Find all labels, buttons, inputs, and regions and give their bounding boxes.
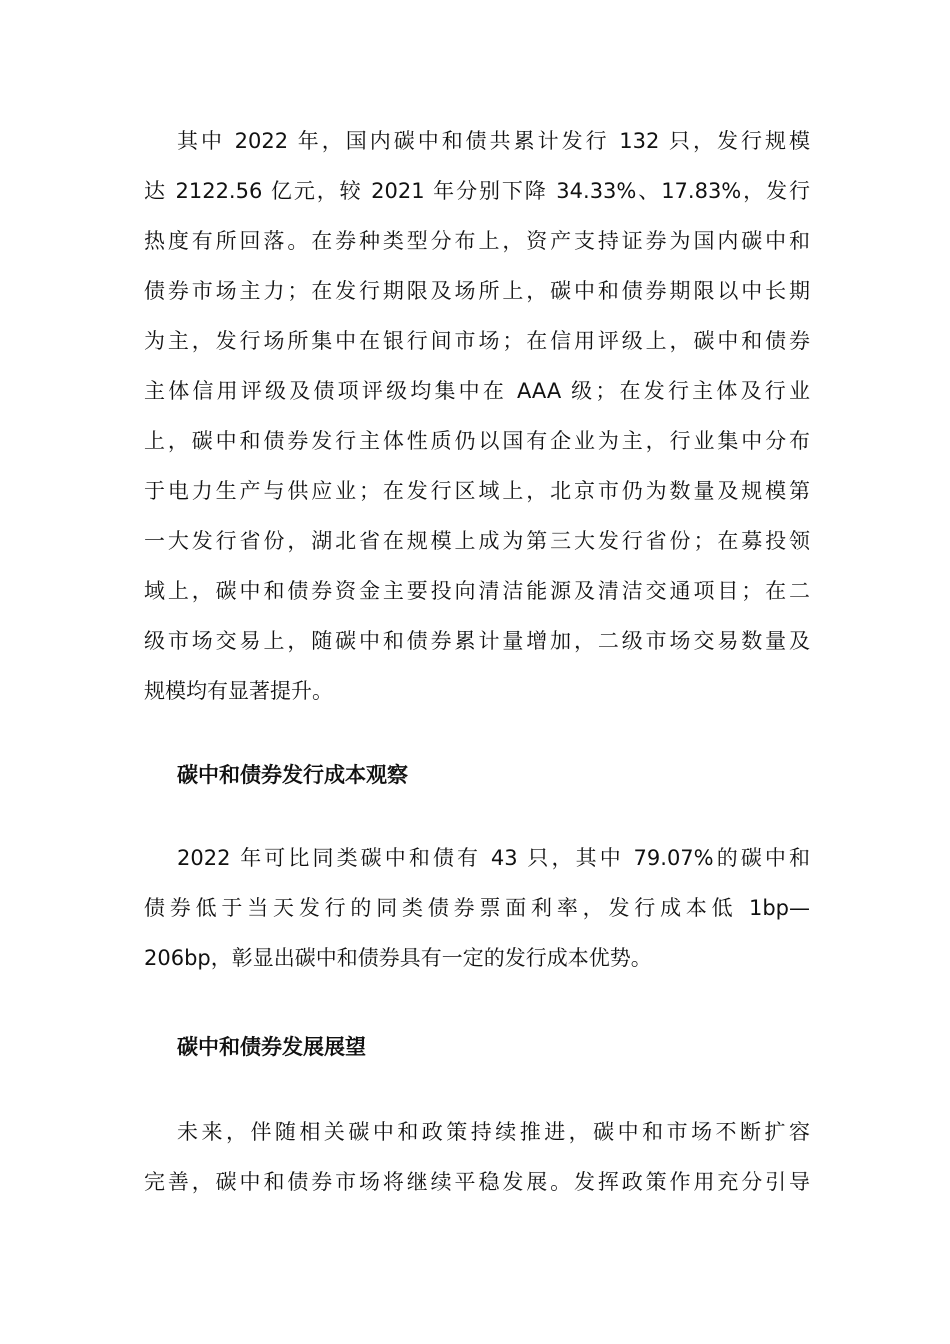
text-line: 2022 年可比同类碳中和债有 43 只，其中 79.07%的碳中和 [177, 846, 810, 870]
section-heading-issuance-cost: 碳中和债券发行成本观察 [177, 763, 408, 787]
text-line: 债券市场主力；在发行期限及场所上，碳中和债券期限以中长期 [144, 279, 810, 303]
text-line: 规模均有显著提升。 [144, 679, 333, 703]
text-line: 达 2122.56 亿元，较 2021 年分别下降 34.33%、17.83%，发行 [144, 179, 810, 203]
section-heading-outlook: 碳中和债券发展展望 [177, 1035, 366, 1059]
text-line: 206bp，彰显出碳中和债券具有一定的发行成本优势。 [144, 946, 652, 970]
text-line: 债券低于当天发行的同类债券票面利率，发行成本低 1bp— [144, 896, 810, 920]
text-line: 为主，发行场所集中在银行间市场；在信用评级上，碳中和债券 [144, 329, 810, 353]
paragraph-issuance-cost [144, 833, 810, 983]
text-line: 未来，伴随相关碳中和政策持续推进，碳中和市场不断扩容 [177, 1120, 810, 1144]
text-line: 级市场交易上，随碳中和债券累计量增加，二级市场交易数量及 [144, 629, 810, 653]
text-line: 主体信用评级及债项评级均集中在 AAA 级；在发行主体及行业 [144, 379, 810, 403]
paragraph-issuance-summary [144, 116, 810, 716]
text-line: 于电力生产与供应业；在发行区域上，北京市仍为数量及规模第 [144, 479, 810, 503]
text-line: 其中 2022 年，国内碳中和债共累计发行 132 只，发行规模 [177, 129, 810, 153]
text-line: 完善，碳中和债券市场将继续平稳发展。发挥政策作用充分引导 [144, 1170, 810, 1194]
text-line: 域上，碳中和债券资金主要投向清洁能源及清洁交通项目；在二 [144, 579, 810, 603]
text-line: 热度有所回落。在券种类型分布上，资产支持证券为国内碳中和 [144, 229, 810, 253]
text-line: 一大发行省份，湖北省在规模上成为第三大发行省份；在募投领 [144, 529, 810, 553]
paragraph-outlook [144, 1107, 810, 1207]
text-line: 上，碳中和债券发行主体性质仍以国有企业为主，行业集中分布 [144, 429, 810, 453]
